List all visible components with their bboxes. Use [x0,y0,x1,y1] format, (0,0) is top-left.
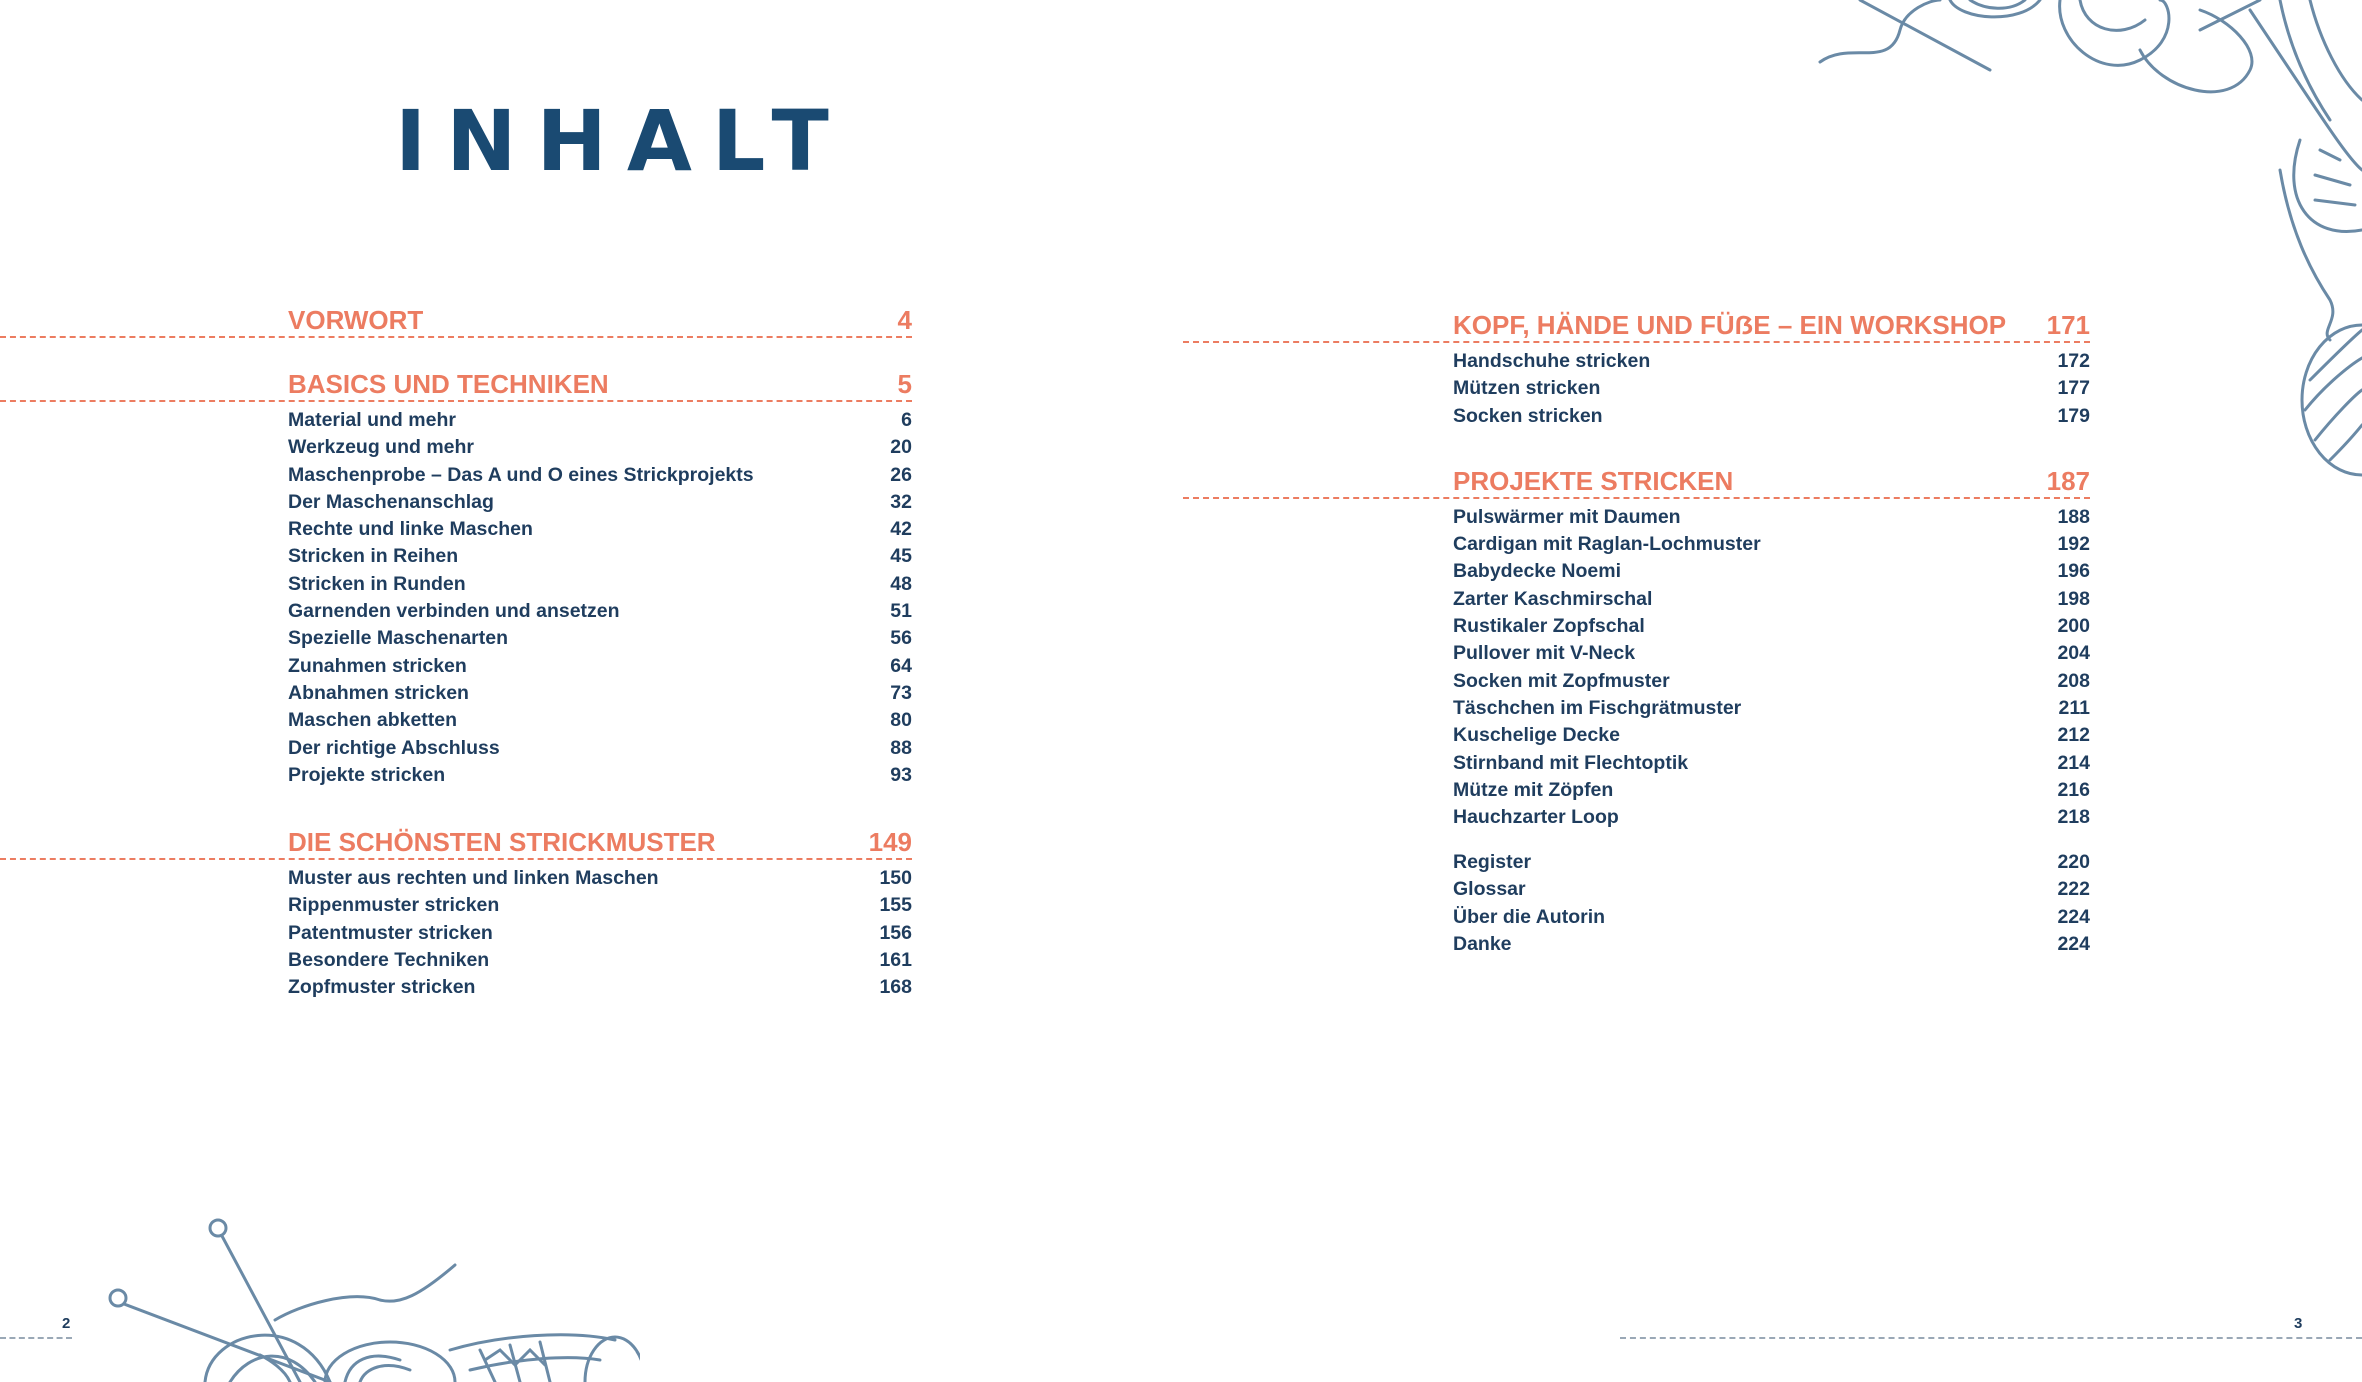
section-dashed-rule [0,400,912,402]
entry-page-number: 156 [879,921,912,944]
toc-entry[interactable] [1453,694,2090,721]
entry-title: Der Maschenanschlag [288,490,494,513]
toc-entry[interactable] [288,734,912,761]
toc-entry[interactable] [288,570,912,597]
entry-title: Maschen abketten [288,709,458,732]
toc-entry[interactable] [288,946,912,973]
entry-title: Patentmuster stricken [288,921,493,944]
page-title: INHALT [395,92,849,190]
section-page-number: 5 [897,369,912,399]
section-page-number: 149 [868,827,912,858]
toc-entry[interactable] [1453,875,2090,902]
entry-title: Register [1453,851,1532,873]
entry-page-number: 51 [890,600,912,623]
entry-title: Pullover mit V-Neck [1453,642,1636,665]
entry-title: Handschuhe stricken [1453,350,1651,372]
entry-page-number: 168 [879,976,912,999]
toc-section [288,800,912,1000]
entry-title: Stricken in Reihen [288,545,459,568]
entry-page-number: 208 [2057,669,2090,692]
entry-title: Besondere Techniken [288,949,490,972]
entry-title: Maschenprobe – Das A und O eines Strickprojekts [288,463,754,486]
section-title: VORWORT [288,305,424,335]
entry-page-number: 200 [2057,615,2090,638]
entry-title: Mütze mit Zöpfen [1453,778,1614,801]
entry-page-number: 192 [2057,533,2090,556]
entry-title: Material und mehr [288,409,456,431]
entry-page-number: 224 [2057,932,2090,955]
entry-page-number: 224 [2057,905,2090,928]
toc-entry[interactable] [288,761,912,788]
entry-title: Zarter Kaschmirschal [1453,587,1653,610]
toc-entry[interactable] [1453,903,2090,930]
entry-title: Pulswärmer mit Daumen [1453,505,1681,528]
toc-entry[interactable] [288,488,912,515]
toc-entry[interactable] [1453,639,2090,666]
entry-page-number: 204 [2057,642,2090,665]
toc-entry[interactable] [288,864,912,891]
entry-page-number: 220 [2057,851,2090,873]
entry-page-number: 211 [2058,696,2090,719]
entry-page-number: 216 [2057,778,2090,801]
entry-page-number: 214 [2057,751,2090,774]
toc-entry[interactable] [288,706,912,733]
toc-entry[interactable] [1453,667,2090,694]
toc-entry[interactable] [288,973,912,1000]
toc-entry[interactable] [1453,848,2090,875]
entry-title: Socken mit Zopfmuster [1453,669,1670,692]
entry-title: Täschchen im Fischgrätmuster [1453,696,1742,719]
entry-page-number: 64 [890,654,912,677]
toc-entry[interactable] [1453,803,2090,830]
toc-section-heading[interactable] [288,283,912,338]
toc-entry[interactable] [288,652,912,679]
entry-title: Rustikaler Zopfschal [1453,615,1645,638]
entry-page-number: 88 [890,736,912,759]
toc-left-column [288,283,912,1001]
section-page-number: 4 [897,305,912,335]
entry-page-number: 172 [2057,350,2090,372]
entry-title: Spezielle Maschenarten [288,627,509,650]
entry-page-number: 150 [879,867,912,890]
entry-title: Zopfmuster stricken [288,976,476,999]
entry-title: Hauchzarter Loop [1453,806,1619,829]
toc-entry[interactable] [288,624,912,651]
section-title: BASICS UND TECHNIKEN [288,369,609,399]
entry-title: Garnenden verbinden und ansetzen [288,600,620,623]
entry-page-number: 161 [879,949,912,972]
entry-page-number: 56 [890,627,912,650]
entry-title: Mützen stricken [1453,377,1601,400]
entry-page-number: 26 [890,463,912,486]
footer-rule-right [1620,1337,2362,1339]
toc-entry[interactable] [288,891,912,918]
toc-section [1453,439,2090,831]
entry-page-number: 212 [2057,724,2090,747]
entry-page-number: 196 [2057,560,2090,583]
entry-page-number: 155 [879,894,912,917]
section-dashed-rule [0,336,912,338]
toc-entry[interactable] [1453,749,2090,776]
entry-page-number: 45 [890,545,912,568]
entry-title: Kuschelige Decke [1453,724,1620,747]
entry-title: Projekte stricken [288,763,446,786]
entry-page-number: 20 [890,436,912,459]
toc-entry[interactable] [1453,530,2090,557]
entry-title: Rippenmuster stricken [288,894,500,917]
toc-entry[interactable] [288,679,912,706]
toc-entry[interactable] [1453,776,2090,803]
toc-entry[interactable] [288,919,912,946]
toc-entry[interactable] [288,515,912,542]
entry-title: Stirnband mit Flechtoptik [1453,751,1689,774]
entry-page-number: 222 [2057,878,2090,901]
entry-title: Rechte und linke Maschen [288,518,533,541]
toc-entry[interactable] [1453,721,2090,748]
entry-title: Cardigan mit Raglan-Lochmuster [1453,533,1761,556]
yarn-socks-icon [1810,0,2362,490]
entry-page-number: 32 [890,490,912,513]
toc-section-heading[interactable] [288,800,912,860]
entry-title: Der richtige Abschluss [288,736,500,759]
toc-entry[interactable] [288,461,912,488]
entry-page-number: 42 [890,518,912,541]
entry-page-number: 6 [901,409,912,431]
entry-page-number: 177 [2057,377,2090,400]
yarn-knitting-needles-icon [100,1210,640,1382]
entry-page-number: 48 [890,572,912,595]
toc-section [288,283,912,342]
toc-entry[interactable] [1453,930,2090,957]
entry-page-number: 80 [890,709,912,732]
entry-title: Glossar [1453,878,1526,901]
entry-title: Babydecke Noemi [1453,560,1621,583]
section-title: KOPF, HÄNDE UND FÜẞE – EIN WORKSHOP [1453,310,2007,340]
entry-page-number: 218 [2057,806,2090,829]
toc-section [288,342,912,788]
toc-entry[interactable] [288,433,912,460]
toc-entry[interactable] [1453,503,2090,530]
entry-title: Abnahmen stricken [288,681,469,704]
toc-entry[interactable] [288,406,912,433]
entry-page-number: 188 [2057,505,2090,528]
toc-section-heading[interactable] [288,342,912,402]
section-title: DIE SCHÖNSTEN STRICKMUSTER [288,827,716,858]
section-dashed-rule [1183,497,2090,499]
section-title: PROJEKTE STRICKEN [1453,465,1734,496]
section-page-number: 171 [2046,310,2090,340]
toc-entry[interactable] [288,542,912,569]
toc-entry[interactable] [1453,557,2090,584]
entry-title: Über die Autorin [1453,905,1606,928]
entry-title: Stricken in Runden [288,572,466,595]
entry-page-number: 198 [2057,587,2090,610]
entry-title: Werkzeug und mehr [288,436,475,459]
entry-page-number: 73 [890,681,912,704]
page-number-left: 2 [62,1315,71,1332]
entry-page-number: 93 [890,763,912,786]
page-number-right: 3 [2294,1315,2303,1332]
entry-title: Socken stricken [1453,404,1603,427]
toc-appendix [1453,848,2090,957]
entry-page-number: 179 [2057,404,2090,427]
toc-entry[interactable] [1453,585,2090,612]
toc-entry[interactable] [288,597,912,624]
entry-title: Zunahmen stricken [288,654,467,677]
entry-title: Muster aus rechten und linken Maschen [288,867,659,890]
entry-title: Danke [1453,932,1512,955]
section-page-number: 187 [2046,465,2090,496]
section-dashed-rule [0,858,912,860]
footer-rule-left [0,1337,72,1339]
toc-entry[interactable] [1453,612,2090,639]
